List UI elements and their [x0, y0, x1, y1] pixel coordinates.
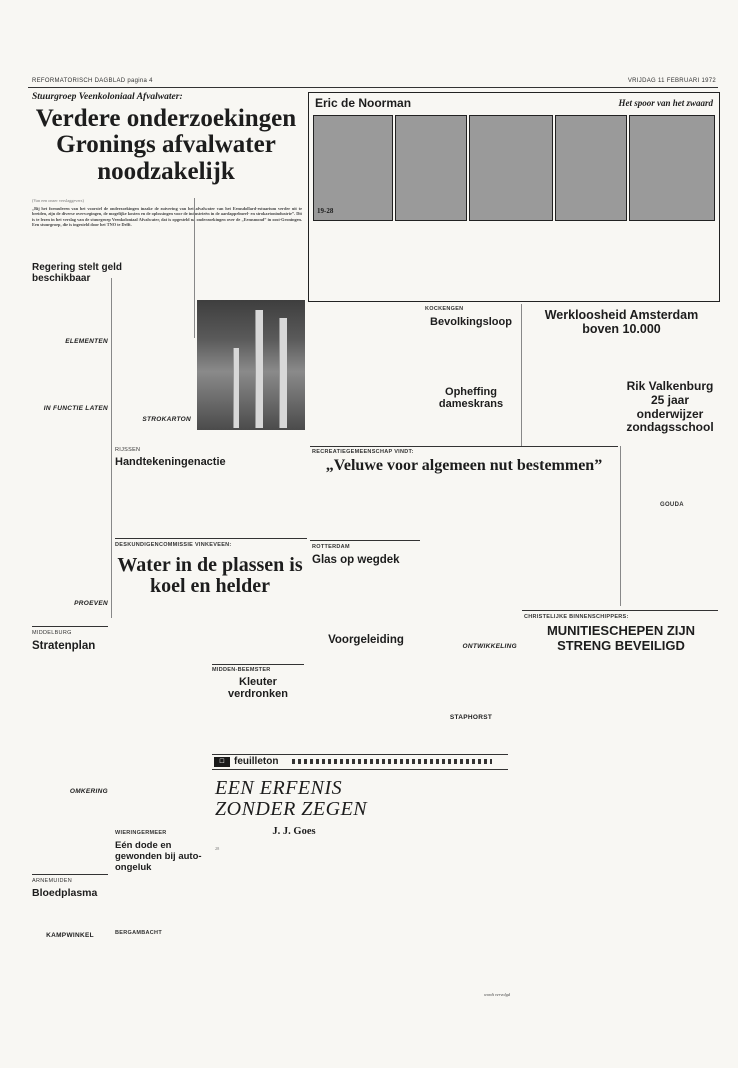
gouda-label: GOUDA [660, 502, 684, 508]
photo-post [255, 310, 263, 428]
comic-panel [555, 115, 627, 221]
feuilleton-ornament [292, 759, 492, 764]
beemster-label: MIDDEN-BEEMSTER [212, 667, 271, 673]
kockengen-label: KOCKENGEN [425, 306, 464, 312]
kockengen-body [425, 332, 517, 384]
lead-body-col4 [248, 198, 302, 294]
veluwe-title: „Veluwe voor algemeen nut bestemmen” [325, 457, 603, 474]
section-elementen: ELEMENTEN [65, 338, 108, 345]
comic-text-col2 [415, 223, 513, 297]
rotterdam-body [312, 570, 420, 632]
rijssen-body-col2 [212, 472, 304, 532]
rule [310, 540, 420, 541]
veluwe-body-col2 [522, 534, 618, 608]
comic-text-col4 [619, 223, 713, 297]
staphorst-body [425, 723, 517, 749]
comic-title: Eric de Noorman [315, 96, 412, 110]
column-rule [620, 446, 621, 606]
lead-byline: (Van een onzer verslaggevers) [32, 198, 84, 203]
lead-intro: „Bij het formuleren van het voorstel de onderzoekingen inzake de zuivering van het afvalwater van het Eemsdollard-estuarium verder uit te breiden, zijn de diverse overwegingen, de mogelijke kosten en de oplossingen voor de industrieën in de aardappelmeel- en strokartonindustrie”. Dit is te lezen in het verslag van de stuurgroep Veenkoloniaal Afvalwater, dat is opgesteld na onderzoekingen over de „Eemsmond” in oost-Groningen. Een stuurgroep, die is ingesteld door het TNO te Delft. [32, 206, 302, 228]
kockengen-title: Bevolkingsloop [430, 316, 512, 328]
wieringermeer-title: Eén dode en gewonden bij auto-ongeluk [115, 840, 202, 873]
column-rule [521, 304, 522, 446]
gouda-body [624, 512, 718, 606]
rule [32, 626, 108, 627]
opheffing-body [425, 414, 517, 442]
rule [32, 874, 108, 875]
kampwinkel-body [32, 941, 108, 997]
rijssen-body-col1 [115, 472, 207, 532]
section-in-functie: IN FUNCTIE LATEN [43, 405, 108, 412]
rik-body [624, 436, 718, 498]
lead-photo [197, 300, 305, 430]
lead-body-col1 [32, 278, 108, 336]
rijssen-label: RIJSSEN [115, 447, 141, 453]
arnemuiden-title: Bloedplasma [32, 887, 98, 899]
section-staphorst: STAPHORST [449, 714, 493, 721]
veluwe-label: RECREATIEGEMEENSCHAP VINDT: [312, 449, 414, 455]
lead-body-col2b [115, 340, 191, 414]
rotterdam-title: Glas op wegdek [312, 554, 400, 566]
feuilleton-label: feuilleton [234, 756, 279, 767]
rule [522, 610, 718, 611]
rule [310, 446, 618, 447]
arnemuiden-label: ARNEMUIDEN [32, 878, 72, 884]
binnenschippers-title: MUNITIESCHEPEN ZIJN STRENG BEVEILIGD [546, 623, 696, 653]
wieringermeer-label: WIERINGERMEER [115, 830, 167, 836]
header-rule [28, 87, 718, 88]
lead-subheading: Regering stelt geld beschikbaar [32, 262, 123, 284]
comic-strip-number: 19-28 [317, 207, 334, 215]
binnenschippers-col2 [622, 664, 718, 998]
feuilleton-col1 [215, 854, 291, 1000]
comic-strip [308, 92, 720, 302]
wieringermeer-body [115, 866, 207, 926]
feuilleton-number: 28 [215, 846, 220, 851]
veluwe-body-col1 [425, 534, 517, 642]
vinkeveen-body-col1b [115, 728, 207, 778]
opheffing-title: Opheffing dameskrans [438, 386, 504, 410]
lead-kicker: Stuurgroep Veenkoloniaal Afvalwater: [32, 92, 183, 102]
middelburg-body-b [32, 797, 108, 869]
comic-panel [469, 115, 553, 221]
section-omkering: OMKERING [69, 788, 108, 795]
feuilleton-author: J. J. Goes [272, 826, 316, 837]
feuilleton-title: EEN ERFENIS ZONDER ZEGEN [215, 777, 368, 820]
section-kampwinkel: KAMPWINKEL [46, 932, 94, 939]
photo-post [233, 348, 239, 428]
page-date: VRIJDAG 11 FEBRUARI 1972 [627, 78, 716, 84]
vinkeveen-title: Water in de plassen is koel en helder [117, 554, 303, 597]
werkloosheid-title: Werkloosheid Amsterdam boven 10.000 [544, 308, 699, 337]
column-rule [111, 278, 112, 618]
werkloosheid-body-col2 [622, 342, 718, 376]
binnenschippers-label: CHRISTELIJKE BINNENSCHIPPERS: [524, 614, 629, 620]
feuilleton-logo-icon: ☐ [214, 757, 230, 767]
beemster-body [212, 704, 304, 750]
veluwe-intro [312, 496, 616, 530]
feuilleton-continued: wordt vervolgd [484, 992, 510, 997]
vinkeveen-body-col2 [212, 604, 304, 660]
rik-valkenburg-title: Rik Valkenburg 25 jaar onderwijzer zondagsschool [626, 379, 714, 435]
bergambacht-label: BERGAMBACHT [115, 930, 162, 936]
feuilleton-col4 [446, 772, 510, 990]
column-rule [194, 198, 195, 338]
lead-body-col1b [32, 347, 108, 403]
voorgeleiding-title: Voorgeleiding [328, 634, 404, 646]
comic-panel [395, 115, 467, 221]
feuilleton-col3 [378, 772, 442, 1000]
misc-body [115, 780, 207, 826]
feuilleton-bar [212, 754, 508, 770]
voorgeleiding-body [312, 650, 420, 750]
bergambacht-body [115, 940, 207, 996]
lead-body-col1d [32, 609, 108, 621]
photo-post [279, 318, 287, 428]
lead-headline: Verdere onderzoekingen Gronings afvalwater noodzakelijk [35, 105, 297, 185]
vinkeveen-label: DESKUNDIGENCOMMISSIE VINKEVEEN: [115, 542, 232, 548]
comic-panel [629, 115, 715, 221]
werkloosheid-body-col1 [525, 342, 617, 442]
comic-text-col3 [517, 223, 615, 297]
lead-body-col1c [32, 414, 108, 600]
arnemuiden-body [32, 903, 108, 931]
vinkeveen-body-col1 [115, 604, 207, 724]
comic-text-col1 [313, 223, 411, 297]
beemster-title: Kleuter verdronken [228, 676, 288, 700]
lead-body-col2 [115, 278, 191, 332]
veluwe-body-col1b [425, 652, 517, 712]
rijssen-title: Handtekeningenactie [115, 456, 226, 468]
middelburg-title: Stratenplan [32, 640, 96, 652]
comic-panel [313, 115, 393, 221]
rule [115, 538, 307, 539]
lead-body-col2c [115, 425, 191, 435]
section-ontwikkeling: ONTWIKKELING [462, 643, 517, 650]
middelburg-body [32, 656, 108, 786]
middelburg-label: MIDDELBURG [32, 630, 72, 636]
feuilleton-col2 [296, 854, 372, 1000]
rotterdam-label: ROTTERDAM [312, 544, 350, 550]
rule [212, 664, 304, 665]
page-label: REFORMATORISCH DAGBLAD pagina 4 [32, 78, 153, 84]
comic-subtitle: Het spoor van het zwaard [618, 98, 713, 108]
section-proeven: PROEVEN [74, 600, 108, 607]
section-strokarton: STROKARTON [142, 416, 191, 423]
binnenschippers-col1 [522, 664, 616, 998]
